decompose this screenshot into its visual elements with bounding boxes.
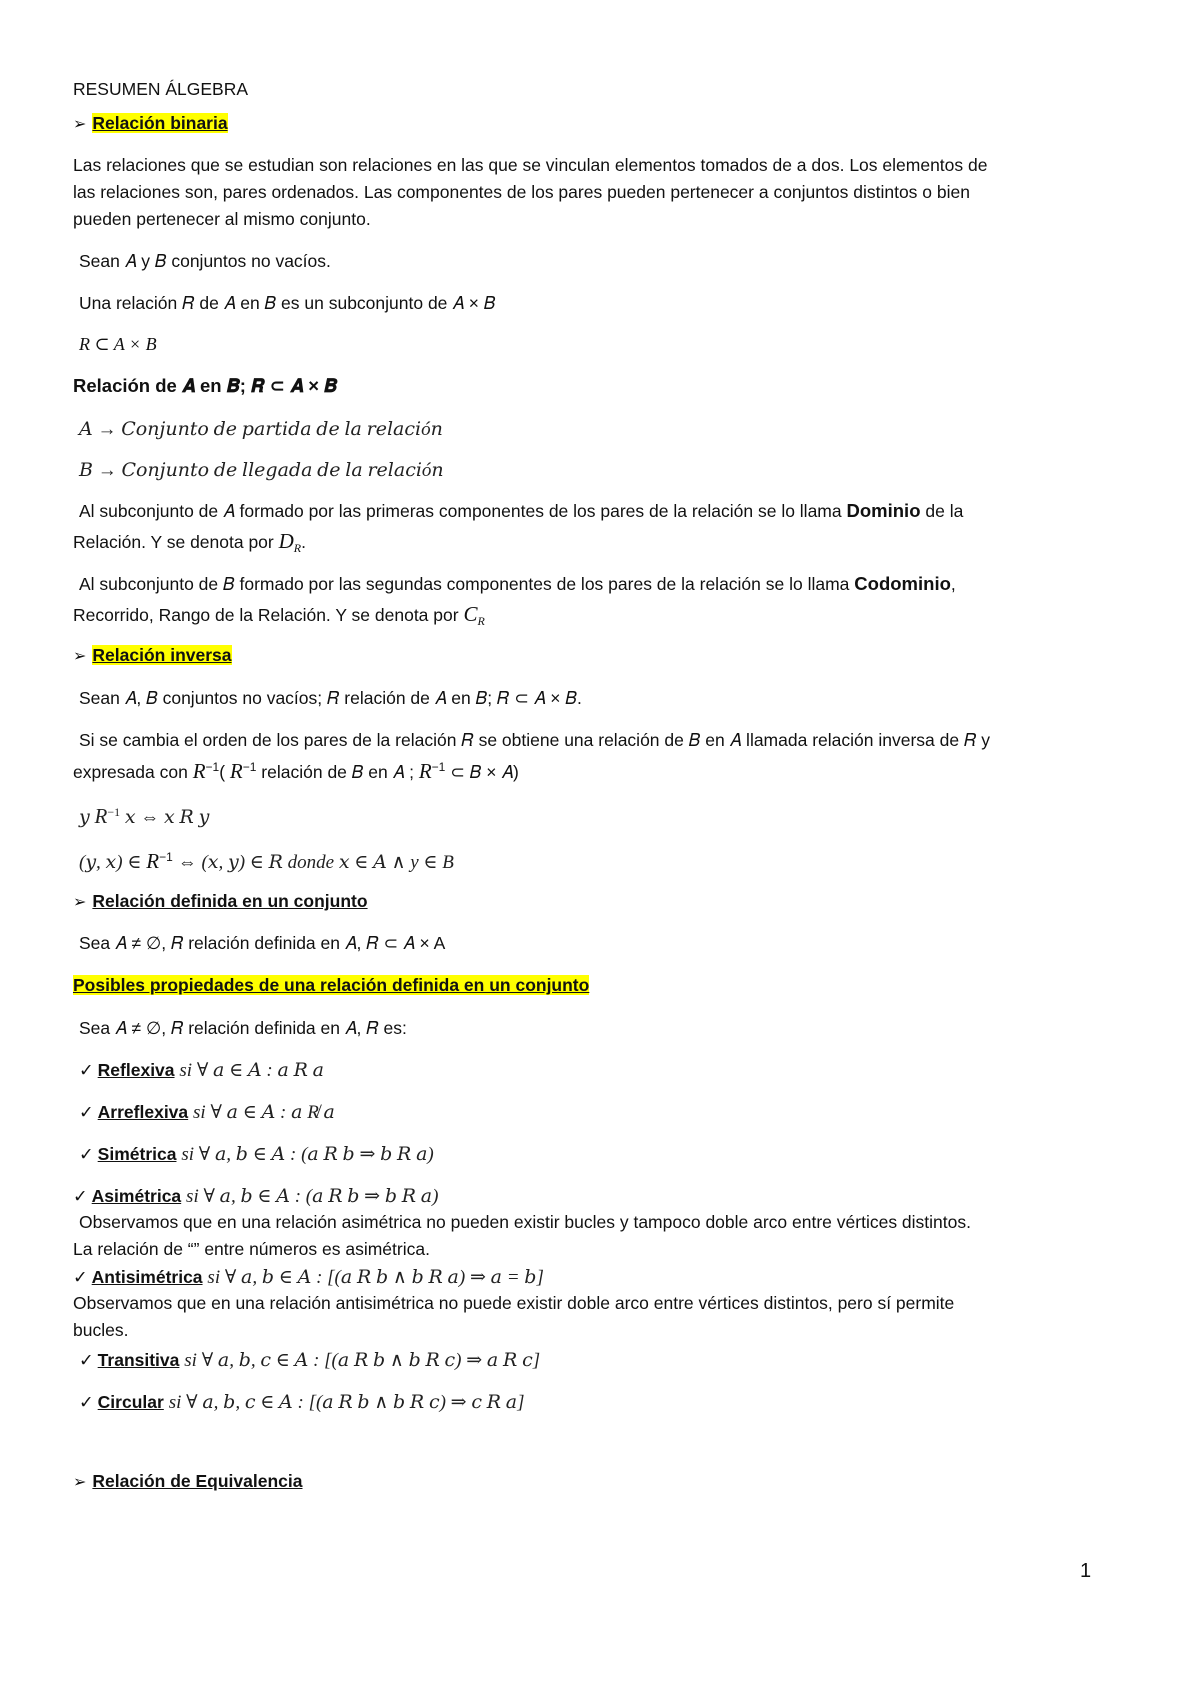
- check-icon: ✓: [79, 1144, 94, 1164]
- inversa-sean-line: Sean 𝐴, 𝐵 conjuntos no vacíos; 𝑅 relación de 𝐴 en 𝐵; 𝑅 ⊂ 𝐴 × 𝐵.: [79, 688, 582, 708]
- codominio-line-2: Recorrido, Rango de la Relación. Y se denota por $C_R$: [73, 602, 485, 628]
- antisimetrica-note-2: bucles.: [73, 1320, 129, 1340]
- relacion-def-line: Una relación 𝑅 de 𝐴 en 𝐵 es un subconjunto de 𝐴 × 𝐵: [79, 293, 496, 313]
- inversa-def-line-2: expresada con $R^{-1}$( $R^{-1}$ relación de 𝐵 en 𝐴 ; $R^{-1}$ ⊂ 𝐵 × 𝐴): [73, 759, 519, 783]
- arrow-bullet-icon: ➢: [73, 1474, 87, 1491]
- inversa-pair-formula: (𝑦, 𝑥) ∈ $R^{-1}$ ⇔ (𝑥, 𝑦) ∈ 𝑅 donde 𝑥 ∈ 𝐴 ∧ y ∈ B: [79, 849, 454, 873]
- prop-simetrica: ✓ Simétrica si ∀ 𝑎, 𝑏 ∈ 𝐴 : (𝑎 𝑅 𝑏 ⇒ 𝑏 𝑅 𝑎): [79, 1144, 434, 1165]
- prop-antisimetrica: ✓ Antisimétrica si ∀ 𝑎, 𝑏 ∈ 𝐴 : [(𝑎 𝑅 𝑏 ∧ 𝑏 𝑅 𝑎) ⇒ 𝑎 = 𝑏]: [73, 1267, 544, 1288]
- prop-circular: ✓ Circular si ∀ 𝑎, 𝑏, 𝑐 ∈ 𝐴 : [(𝑎 𝑅 𝑏 ∧ 𝑏 𝑅 𝑐) ⇒ 𝑐 𝑅 𝑎]: [79, 1392, 525, 1413]
- partida-line: 𝐴 → 𝐶𝑜𝑛𝑗𝑢𝑛𝑡𝑜 𝑑𝑒 𝑝𝑎𝑟𝑡𝑖𝑑𝑎 𝑑𝑒 𝑙𝑎 𝑟𝑒𝑙𝑎𝑐𝑖ó𝑛: [79, 419, 443, 440]
- asimetrica-note-2: La relación de “” entre números es asimétrica.: [73, 1239, 430, 1259]
- intro-line-3: pueden pertenecer al mismo conjunto.: [73, 209, 371, 229]
- check-icon: ✓: [73, 1186, 88, 1206]
- dominio-term: Dominio: [846, 500, 921, 521]
- codominio-term: Codominio: [854, 573, 951, 594]
- doc-title: RESUMEN ÁLGEBRA: [73, 79, 249, 99]
- intro-line-1: Las relaciones que se estudian son relaciones en las que se vinculan elementos tomados de a dos. Los elementos de: [73, 155, 988, 175]
- check-icon: ✓: [79, 1060, 94, 1080]
- check-icon: ✓: [79, 1350, 94, 1370]
- dominio-line-1: Al subconjunto de 𝐴 formado por las primeras componentes de los pares de la relación se lo llama Dominio de la: [79, 500, 964, 521]
- subset-formula: R ⊂ A × B: [79, 334, 157, 354]
- arrow-bullet-icon: ➢: [73, 648, 87, 665]
- codominio-line-1: Al subconjunto de 𝐵 formado por las segundas componentes de los pares de la relación se lo llama Codominio,: [79, 573, 956, 594]
- prop-arreflexiva: ✓ Arreflexiva si ∀ 𝑎 ∈ 𝐴 : 𝑎 R̸ 𝑎: [79, 1102, 335, 1123]
- prop-transitiva: ✓ Transitiva si ∀ 𝑎, 𝑏, 𝑐 ∈ 𝐴 : [(𝑎 𝑅 𝑏 ∧ 𝑏 𝑅 𝑐) ⇒ 𝑎 𝑅 𝑐]: [79, 1350, 541, 1371]
- definida-sea-line: Sea 𝐴 ≠ ∅, 𝑅 relación definida en 𝐴, 𝑅 ⊂ 𝐴 × A: [79, 933, 446, 953]
- arrow-bullet-icon: ➢: [73, 116, 87, 133]
- llegada-line: 𝐵 → 𝐶𝑜𝑛𝑗𝑢𝑛𝑡𝑜 𝑑𝑒 𝑙𝑙𝑒𝑔𝑎𝑑𝑎 𝑑𝑒 𝑙𝑎 𝑟𝑒𝑙𝑎𝑐𝑖ó𝑛: [79, 460, 444, 481]
- check-icon: ✓: [73, 1267, 88, 1287]
- page-number: 1: [1080, 1560, 1092, 1582]
- sean-line: Sean 𝐴 y 𝐵 conjuntos no vacíos.: [79, 251, 331, 271]
- prop-reflexiva: ✓ Reflexiva si ∀ 𝑎 ∈ 𝐴 : 𝑎 𝑅 𝑎: [79, 1060, 324, 1081]
- dominio-line-2: Relación. Y se denota por $D_R$.: [73, 529, 307, 555]
- section-heading-inversa: ➢ Relación inversa: [73, 645, 232, 665]
- prop-asimetrica: ✓ Asimétrica si ∀ 𝑎, 𝑏 ∈ 𝐴 : (𝑎 𝑅 𝑏 ⇒ 𝑏 𝑅 𝑎): [73, 1186, 439, 1207]
- propiedades-heading: Posibles propiedades de una relación definida en un conjunto: [73, 975, 590, 995]
- antisimetrica-note-1: Observamos que en una relación antisimétrica no puede existir doble arco entre vértices distintos, pero sí permite: [73, 1293, 955, 1313]
- intro-line-2: las relaciones son, pares ordenados. Las componentes de los pares pueden pertenecer a conjuntos distintos o bien: [73, 182, 970, 202]
- arrow-bullet-icon: ➢: [73, 894, 87, 911]
- section-heading-definida: ➢ Relación definida en un conjunto: [73, 891, 368, 911]
- check-icon: ✓: [79, 1392, 94, 1412]
- section-heading-binaria: ➢ Relación binaria: [73, 113, 228, 133]
- inversa-equiv-formula: 𝑦 $R^{-1}$ 𝑥 ⇔ 𝑥 𝑅 𝑦: [79, 804, 210, 828]
- inversa-def-line-1: Si se cambia el orden de los pares de la relación 𝑅 se obtiene una relación de 𝐵 en 𝐴 llamada relación inversa de 𝑅 y: [79, 730, 990, 750]
- section-heading-equivalencia: ➢ Relación de Equivalencia: [73, 1471, 303, 1491]
- check-icon: ✓: [79, 1102, 94, 1122]
- asimetrica-note-1: Observamos que en una relación asimétrica no pueden existir bucles y tampoco doble arco entre vértices distintos.: [79, 1212, 971, 1232]
- relacion-bold-line: Relación de 𝑨 en 𝑩; 𝑹 ⊂ 𝑨 × 𝑩: [73, 375, 338, 396]
- propiedades-sea-line: Sea 𝐴 ≠ ∅, 𝑅 relación definida en 𝐴, 𝑅 es:: [79, 1018, 407, 1038]
